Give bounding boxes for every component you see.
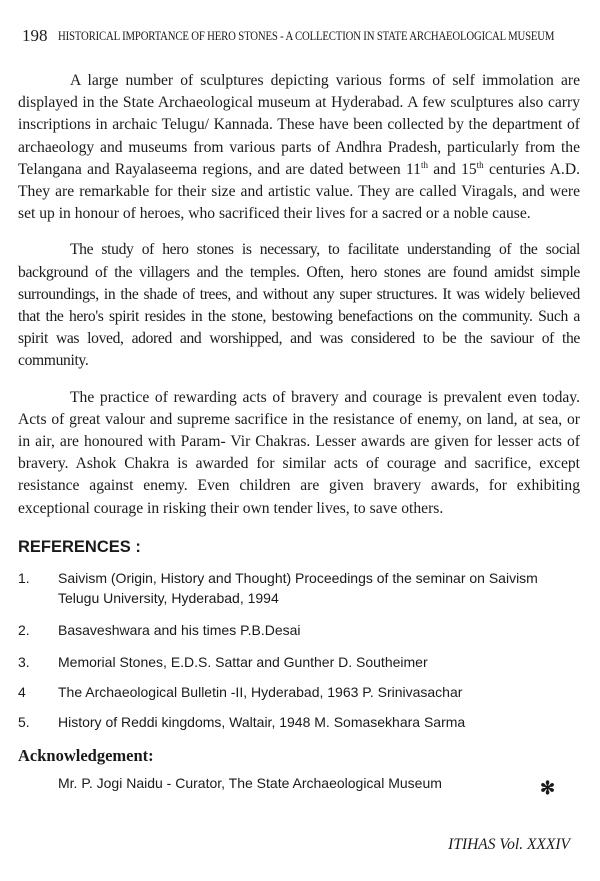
acknowledgement-heading: Acknowledgement: <box>18 746 154 765</box>
paragraph-2: The study of hero stones is necessary, to facilitate understanding of the social background of the villagers and the temples. Often, hero stones are found amidst simple surroundings, in the shade of trees, and without any super structures. It was widely believed that the hero's spirit resides in the stone, bestowing benefactions on the community. Such a spirit was loved, adored and worshipped, and was considered to be the saviour of the community. <box>18 241 580 370</box>
paragraph-1-part-c: centuries A.D. They are remarkable for their size and artistic value. They are called Viragals, and were set up in honour of heroes, who sacrificed their lives for a sacred or a noble cause. <box>18 160 580 223</box>
superscript-th: th <box>420 159 428 170</box>
reference-text: Saivism (Origin, History and Thought) Proceedings of the seminar on Saivism Telugu University, Hyderabad, 1994 <box>58 570 538 606</box>
paragraph-1-part-b: and 15 <box>427 160 477 178</box>
reference-number: 2. <box>18 622 30 638</box>
reference-text: The Archaeological Bulletin -II, Hyderabad, 1963 P. Srinivasachar <box>58 684 463 700</box>
reference-number: 3. <box>18 654 30 670</box>
journal-footer: ITIHAS Vol. XXXIV <box>448 836 570 853</box>
reference-text: Memorial Stones, E.D.S. Sattar and Gunther D. Southeimer <box>58 654 428 670</box>
reference-number: 5. <box>18 714 30 730</box>
paragraph-1-part-a: A large number of sculptures depicting various forms of self immolation are displayed in the State Archaeological museum at Hyderabad. A few sculptures also carry inscriptions in archaic Telugu/ Kannada. These have been collected by the department of archaeology and museums from various parts of Andhra Pradesh, particularly from the Telangana and Rayalaseema regions, and are dated between 11 <box>18 72 580 178</box>
paragraph-1 <box>18 70 580 225</box>
superscript-th: th <box>476 159 484 170</box>
asterism-icon: ✻ <box>540 778 556 798</box>
page-number: 198 <box>22 26 48 45</box>
reference-text: History of Reddi kingdoms, Waltair, 1948 M. Somasekhara Sarma <box>58 714 466 730</box>
references-heading: REFERENCES : <box>18 538 141 556</box>
reference-number: 4 <box>18 684 26 700</box>
running-title: HISTORICAL IMPORTANCE OF HERO STONES - A COLLECTION IN STATE ARCHAEOLOGICAL MUSEUM <box>57 29 554 43</box>
paragraph-3: The practice of rewarding acts of bravery and courage is prevalent even today. Acts of great valour and supreme sacrifice in the resistance of enemy, on land, at sea, or in air, are honoured with Param- Vir Chakras. Lesser awards are given for lesser acts of bravery. Ashok Chakra is awarded for similar acts of courage and sacrifice, except resistance against enemy. Even children are given bravery awards, for exhibiting exceptional courage in risking their own tender lives, to save others. <box>18 388 580 517</box>
running-header <box>22 26 580 46</box>
reference-text: Basaveshwara and his times P.B.Desai <box>58 622 301 638</box>
acknowledgement-text: Mr. P. Jogi Naidu - Curator, The State Archaeological Museum <box>58 775 442 791</box>
body-text <box>18 70 580 534</box>
reference-number: 1. <box>18 570 30 586</box>
